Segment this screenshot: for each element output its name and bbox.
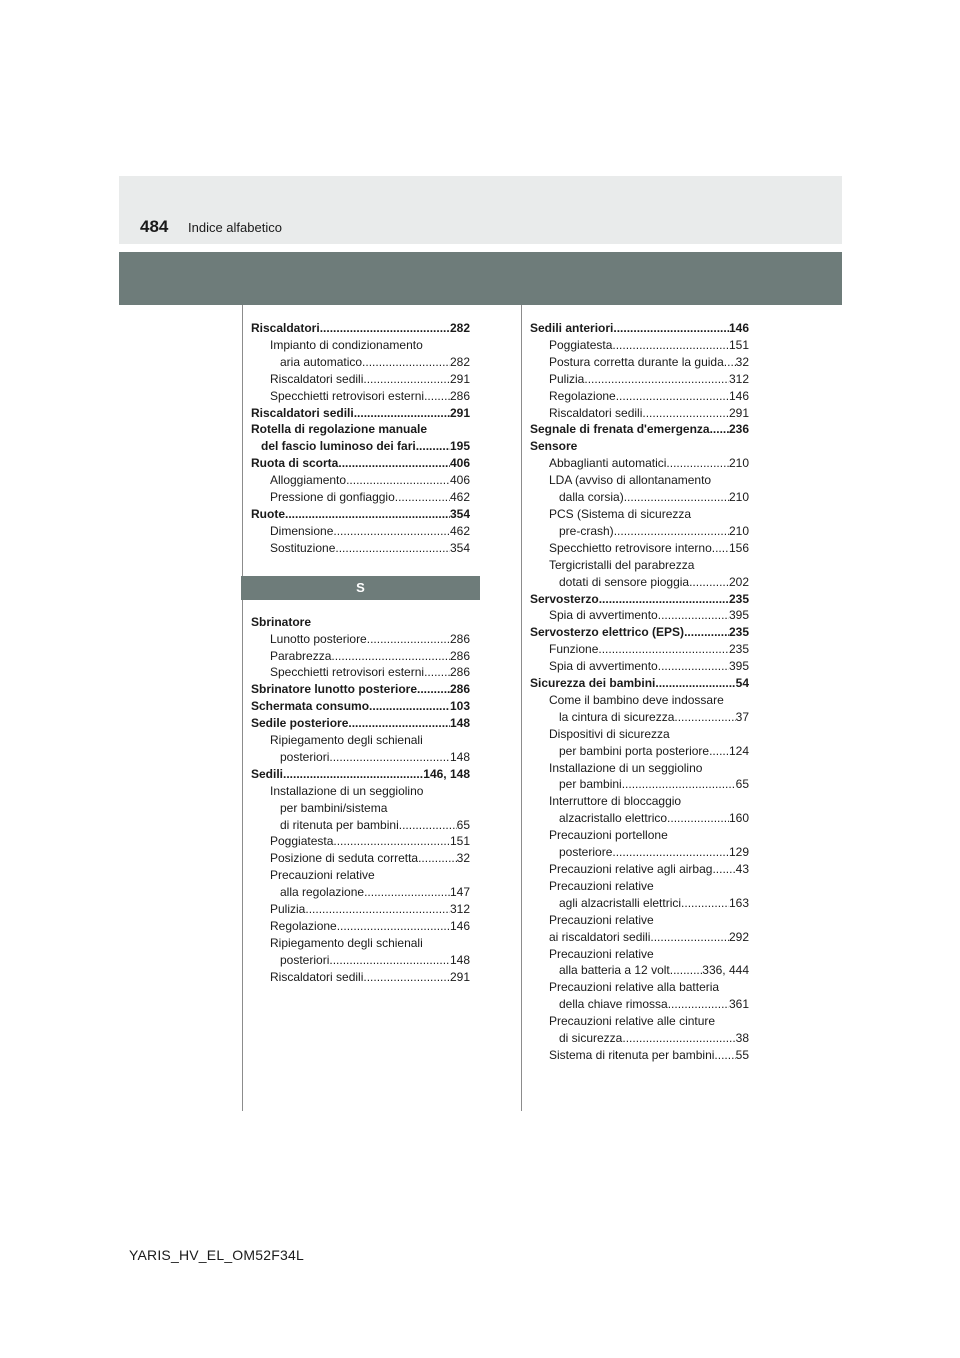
index-entry xyxy=(251,489,470,506)
dot-leader xyxy=(667,810,729,827)
index-entry xyxy=(251,455,470,472)
index-entry xyxy=(530,624,749,641)
index-entry: Installazione di un seggiolino xyxy=(549,760,703,775)
entry-term: Precauzioni relative agli airbag xyxy=(549,862,713,876)
entry-term: dotati di sensore pioggia xyxy=(559,574,690,589)
entry-page-ref: 163 xyxy=(728,895,749,910)
index-entry: Dispositivi di sicurezza xyxy=(549,726,670,741)
dot-leader xyxy=(346,472,450,489)
entry-page-ref: 361 xyxy=(728,997,749,1012)
entry-term: Lunotto posteriore xyxy=(270,631,367,646)
entry-term: alzacristallo elettrico xyxy=(559,811,668,826)
index-entry xyxy=(251,901,470,918)
dot-leader xyxy=(399,817,457,834)
document-code: YARIS_HV_EL_OM52F34L xyxy=(129,1247,304,1263)
entry-term: pre-crash) xyxy=(559,523,614,538)
index-entry xyxy=(530,658,749,675)
dot-leader xyxy=(689,574,729,591)
dot-leader xyxy=(320,320,450,337)
entry-term: aria automatico xyxy=(280,354,363,369)
entry-page-ref: 312 xyxy=(728,371,749,386)
dot-leader xyxy=(658,607,729,624)
entry-page-ref: 336, 444 xyxy=(702,963,749,978)
entry-page-ref: 406 xyxy=(449,473,470,488)
entry-term: Riscaldatori sedili xyxy=(270,371,364,386)
entry-page-ref: 395 xyxy=(728,659,749,674)
entry-term: per bambini porta posteriore xyxy=(559,743,710,758)
index-entry xyxy=(251,969,470,986)
dot-leader xyxy=(612,844,729,861)
index-entry xyxy=(530,574,749,591)
dot-leader xyxy=(614,523,729,540)
dot-leader xyxy=(369,698,450,715)
index-entry xyxy=(251,715,470,732)
entry-term: alla regolazione xyxy=(280,885,365,900)
entry-term: Sbrinatore lunotto posteriore xyxy=(251,682,418,697)
dot-leader xyxy=(354,405,450,422)
index-entry xyxy=(530,607,749,624)
index-entry xyxy=(251,918,470,935)
dot-leader xyxy=(622,776,736,793)
index-entry: Sensore xyxy=(530,439,578,454)
dot-leader xyxy=(285,506,450,523)
entry-page-ref: 236 xyxy=(728,422,749,437)
entry-term: di sicurezza xyxy=(559,1031,623,1046)
entry-term: Sostituzione xyxy=(270,540,336,555)
index-entry: Precauzioni portellone xyxy=(549,828,668,843)
entry-page-ref: 291 xyxy=(449,405,470,420)
dot-leader xyxy=(416,438,450,455)
dot-leader xyxy=(712,861,735,878)
entry-page-ref: 235 xyxy=(728,591,749,606)
entry-term: Specchietti retrovisori esterni xyxy=(270,388,425,403)
entry-term: per bambini xyxy=(559,777,622,792)
index-column-1 xyxy=(251,320,470,986)
column-divider-left xyxy=(242,305,243,1111)
index-entry: Precauzioni relative xyxy=(270,868,375,883)
entry-term: Spia di avvertimento xyxy=(549,608,658,623)
dot-leader xyxy=(616,388,729,405)
dot-leader xyxy=(418,850,457,867)
entry-page-ref: 291 xyxy=(728,405,749,420)
index-entry xyxy=(530,540,749,557)
dot-leader xyxy=(710,421,729,438)
entry-page-ref: 406 xyxy=(449,456,470,471)
entry-term: posteriore xyxy=(559,845,613,860)
entry-term: Pressione di gonfiaggio xyxy=(270,490,395,505)
entry-page-ref: 148 xyxy=(449,716,470,731)
dot-leader xyxy=(684,624,729,641)
entry-term: della chiave rimossa xyxy=(559,997,668,1012)
dot-leader xyxy=(670,962,703,979)
dot-leader xyxy=(348,715,450,732)
index-entry xyxy=(251,749,470,766)
entry-term: Specchietto retrovisore interno xyxy=(549,540,712,555)
index-entry: Ripiegamento degli schienali xyxy=(270,935,423,950)
index-entry xyxy=(251,405,470,422)
index-entry xyxy=(530,996,749,1013)
entry-term: del fascio luminoso dei fari xyxy=(261,439,416,454)
dot-leader xyxy=(650,929,729,946)
index-entry: Interruttore di bloccaggio xyxy=(549,794,682,809)
index-entry xyxy=(251,884,470,901)
entry-page-ref: 286 xyxy=(449,648,470,663)
index-entry: Precauzioni relative xyxy=(549,878,654,893)
index-entry xyxy=(251,648,470,665)
index-entry: Precauzioni relative xyxy=(549,912,654,927)
dot-leader xyxy=(613,320,729,337)
entry-page-ref: 156 xyxy=(728,540,749,555)
entry-page-ref: 286 xyxy=(449,388,470,403)
dot-leader xyxy=(642,405,729,422)
entry-term: Riscaldatori xyxy=(251,321,320,335)
index-entry xyxy=(530,1047,749,1064)
entry-term: Abbaglianti automatici xyxy=(549,456,667,471)
entry-page-ref: 462 xyxy=(449,490,470,505)
entry-page-ref: 210 xyxy=(728,523,749,538)
index-entry xyxy=(530,675,749,692)
index-entry: Precauzioni relative xyxy=(549,946,654,961)
entry-term: Sedile posteriore xyxy=(251,716,349,731)
entry-page-ref: 151 xyxy=(449,834,470,849)
dot-leader xyxy=(612,337,729,354)
index-entry xyxy=(530,962,749,979)
entry-page-ref: 286 xyxy=(449,682,470,697)
entry-page-ref: 235 xyxy=(728,625,749,640)
entry-page-ref: 37 xyxy=(735,709,749,724)
index-block-s-continued xyxy=(530,320,749,1064)
index-column-2 xyxy=(530,320,749,1064)
dot-leader xyxy=(584,371,729,388)
index-entry xyxy=(530,489,749,506)
entry-page-ref: 286 xyxy=(449,631,470,646)
index-entry xyxy=(251,388,470,405)
entry-page-ref: 32 xyxy=(735,354,749,369)
dot-leader xyxy=(329,952,450,969)
entry-page-ref: 160 xyxy=(728,811,749,826)
dot-leader xyxy=(331,648,450,665)
entry-page-ref: 148 xyxy=(449,952,470,967)
entry-term: posteriori xyxy=(280,952,330,967)
column-divider-middle xyxy=(521,305,522,1111)
entry-term: Funzione xyxy=(549,642,599,657)
dot-leader xyxy=(709,743,729,760)
entry-term: ai riscaldatori sedili xyxy=(549,929,651,944)
index-entry: Tergicristalli del parabrezza xyxy=(549,557,695,572)
index-entry: Rotella di regolazione manuale xyxy=(251,422,428,437)
entry-page-ref: 32 xyxy=(456,851,470,866)
entry-term: di ritenuta per bambini xyxy=(280,817,399,832)
entry-page-ref: 291 xyxy=(449,371,470,386)
index-entry xyxy=(251,766,470,783)
index-entry xyxy=(530,709,749,726)
entry-term: Sedili xyxy=(251,766,284,781)
entry-page-ref: 38 xyxy=(735,1031,749,1046)
entry-page-ref: 147 xyxy=(449,885,470,900)
page-title: Indice alfabetico xyxy=(188,220,282,235)
dot-leader xyxy=(598,641,729,658)
entry-page-ref: 146 xyxy=(449,919,470,933)
dot-leader xyxy=(599,591,729,608)
dot-leader xyxy=(305,901,450,918)
index-entry: Installazione di un seggiolino xyxy=(270,783,424,798)
entry-term: Segnale di frenata d'emergenza xyxy=(530,422,710,437)
dot-leader xyxy=(333,833,450,850)
index-entry: Precauzioni relative alla batteria xyxy=(549,980,720,995)
dot-leader xyxy=(364,884,450,901)
dot-leader xyxy=(395,489,450,506)
entry-term: Pulizia xyxy=(549,371,585,386)
entry-page-ref: 146 xyxy=(728,388,749,403)
index-block-s xyxy=(251,614,470,986)
entry-page-ref: 291 xyxy=(449,969,470,984)
entry-page-ref: 210 xyxy=(728,490,749,505)
entry-term: Sedili anteriori xyxy=(530,321,614,335)
dot-leader xyxy=(338,455,450,472)
index-block-r xyxy=(251,320,470,557)
section-header-s: S xyxy=(241,576,480,600)
index-entry: Impianto di condizionamento xyxy=(270,337,423,352)
entry-term: Regolazione xyxy=(549,388,616,403)
index-entry xyxy=(530,354,749,371)
index-entry xyxy=(530,523,749,540)
dot-leader xyxy=(335,540,450,557)
entry-term: dalla corsia) xyxy=(559,490,624,505)
entry-page-ref: 354 xyxy=(449,540,470,555)
entry-page-ref: 55 xyxy=(735,1047,749,1062)
entry-page-ref: 148 xyxy=(449,749,470,764)
index-entry xyxy=(530,929,749,946)
index-entry xyxy=(530,388,749,405)
header-band xyxy=(119,252,842,305)
dot-leader xyxy=(333,523,450,540)
entry-term: Riscaldatori sedili xyxy=(549,405,643,420)
index-entry: LDA (avviso di allontanamento xyxy=(549,473,712,488)
entry-term: Poggiatesta xyxy=(549,337,613,352)
entry-term: Poggiatesta xyxy=(270,834,334,849)
index-entry xyxy=(251,681,470,698)
index-entry xyxy=(251,438,470,455)
entry-page-ref: 210 xyxy=(728,456,749,471)
dot-leader xyxy=(724,354,736,371)
index-entry xyxy=(530,455,749,472)
index-entry: Ripiegamento degli schienali xyxy=(270,733,423,748)
dot-leader xyxy=(363,969,450,986)
entry-page-ref: 286 xyxy=(449,665,470,680)
entry-page-ref: 282 xyxy=(449,354,470,369)
entry-term: Sicurezza dei bambini xyxy=(530,676,656,691)
index-entry xyxy=(530,337,749,354)
index-entry xyxy=(530,1030,749,1047)
entry-page-ref: 54 xyxy=(735,676,749,691)
index-entry xyxy=(251,833,470,850)
entry-page-ref: 462 xyxy=(449,523,470,538)
index-entry xyxy=(251,664,470,681)
dot-leader xyxy=(622,1030,735,1047)
entry-page-ref: 124 xyxy=(728,743,749,758)
entry-page-ref: 354 xyxy=(449,506,470,521)
index-entry xyxy=(251,472,470,489)
entry-term: Specchietti retrovisori esterni xyxy=(270,665,425,680)
entry-page-ref: 43 xyxy=(735,862,749,876)
entry-term: Pulizia xyxy=(270,902,306,917)
entry-term: alla batteria a 12 volt xyxy=(559,963,670,978)
index-entry xyxy=(530,844,749,861)
index-entry xyxy=(251,371,470,388)
index-entry: per bambini/sistema xyxy=(280,800,388,815)
entry-term: Alloggiamento xyxy=(270,473,347,488)
index-entry xyxy=(530,776,749,793)
index-entry xyxy=(530,405,749,422)
entry-term: Sistema di ritenuta per bambini xyxy=(549,1047,715,1062)
entry-page-ref: 202 xyxy=(728,574,749,589)
index-entry xyxy=(251,506,470,523)
entry-term: Riscaldatori sedili xyxy=(270,969,364,984)
index-entry xyxy=(530,421,749,438)
entry-page-ref: 129 xyxy=(728,845,749,860)
index-entry xyxy=(530,641,749,658)
entry-term: Postura corretta durante la guida xyxy=(549,354,724,369)
dot-leader xyxy=(714,1047,735,1064)
index-entry: Sbrinatore xyxy=(251,614,312,629)
entry-term: Regolazione xyxy=(270,919,337,933)
entry-term: la cintura di sicurezza xyxy=(559,709,675,724)
dot-leader xyxy=(337,918,450,935)
dot-leader xyxy=(283,766,423,783)
dot-leader xyxy=(329,749,450,766)
dot-leader xyxy=(681,895,729,912)
page-number: 484 xyxy=(140,217,169,236)
dot-leader xyxy=(668,996,729,1013)
entry-term: Servosterzo elettrico (EPS) xyxy=(530,625,685,640)
entry-term: posteriori xyxy=(280,749,330,764)
dot-leader xyxy=(363,371,450,388)
index-entry xyxy=(530,810,749,827)
entry-term: agli alzacristalli elettrici xyxy=(559,895,682,910)
index-entry xyxy=(251,631,470,648)
index-entry xyxy=(530,743,749,760)
entry-page-ref: 292 xyxy=(728,929,749,944)
entry-page-ref: 395 xyxy=(728,608,749,623)
dot-leader xyxy=(712,540,729,557)
index-entry: PCS (Sistema di sicurezza xyxy=(549,506,692,521)
index-entry: Precauzioni relative alle cinture xyxy=(549,1014,716,1029)
entry-term: Spia di avvertimento xyxy=(549,659,658,674)
dot-leader xyxy=(624,489,729,506)
dot-leader xyxy=(674,709,735,726)
index-entry xyxy=(251,952,470,969)
dot-leader xyxy=(362,354,450,371)
dot-leader xyxy=(424,664,450,681)
entry-page-ref: 151 xyxy=(728,337,749,352)
entry-term: Riscaldatori sedili xyxy=(251,405,354,420)
entry-page-ref: 235 xyxy=(728,642,749,657)
entry-page-ref: 146 xyxy=(728,321,749,335)
index-entry xyxy=(251,320,470,337)
index-entry: Come il bambino deve indossare xyxy=(549,692,724,707)
index-entry xyxy=(251,354,470,371)
index-entry xyxy=(530,895,749,912)
entry-page-ref: 103 xyxy=(449,699,470,714)
dot-leader xyxy=(655,675,735,692)
index-entry xyxy=(251,540,470,557)
entry-term: Parabrezza xyxy=(270,648,332,663)
index-entry xyxy=(530,320,749,337)
index-entry xyxy=(251,817,470,834)
index-entry xyxy=(530,371,749,388)
entry-term: Servosterzo xyxy=(530,591,599,606)
dot-leader xyxy=(367,631,450,648)
entry-term: Ruote xyxy=(251,506,285,521)
entry-page-ref: 146, 148 xyxy=(423,766,470,781)
entry-page-ref: 195 xyxy=(449,439,470,454)
entry-term: Ruota di scorta xyxy=(251,456,339,471)
entry-page-ref: 65 xyxy=(735,777,749,792)
entry-term: Posizione di seduta corretta xyxy=(270,851,419,866)
index-entry xyxy=(251,850,470,867)
entry-term: Dimensione xyxy=(270,523,334,538)
dot-leader xyxy=(417,681,450,698)
dot-leader xyxy=(666,455,729,472)
dot-leader xyxy=(424,388,450,405)
index-entry xyxy=(530,861,749,878)
entry-term: Schermata consumo xyxy=(251,699,370,714)
entry-page-ref: 65 xyxy=(456,817,470,832)
index-entry xyxy=(530,591,749,608)
index-entry xyxy=(251,523,470,540)
dot-leader xyxy=(658,658,729,675)
entry-page-ref: 282 xyxy=(449,321,470,335)
entry-page-ref: 312 xyxy=(449,902,470,917)
index-entry xyxy=(251,698,470,715)
